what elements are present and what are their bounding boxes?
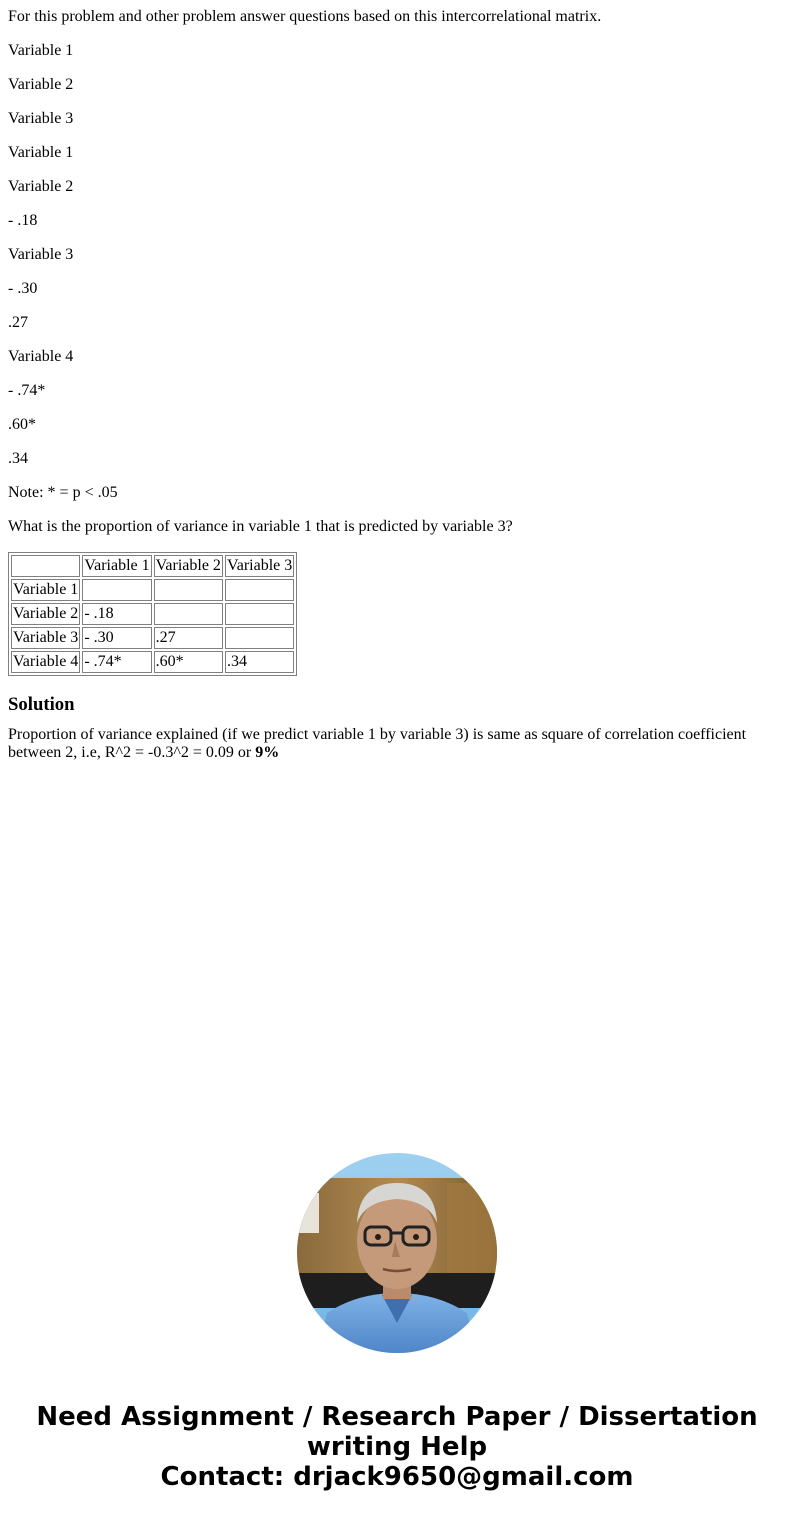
table-row	[11, 603, 294, 625]
tutor-portrait-image	[297, 1153, 497, 1353]
matrix-line-4: Variable 1	[8, 144, 74, 161]
matrix-line-9: .27	[8, 314, 28, 331]
solution-text: Proportion of variance explained (if we predict variable 1 by variable 3) is same as square of correlation coefficient between 2, i.e, R^2 = -0.3^2 = 0.09 or	[8, 726, 747, 761]
table-header-cell	[11, 555, 80, 577]
solution-heading: Solution	[8, 694, 75, 715]
footer-line-1: Need Assignment / Research Paper / Dissertation	[36, 1402, 758, 1432]
solution-paragraph	[8, 726, 786, 762]
table-row-label: Variable 2	[11, 603, 80, 625]
matrix-line-11: - .74*	[8, 382, 46, 399]
table-header-cell: Variable 1	[82, 555, 151, 577]
matrix-line-5: Variable 2	[8, 178, 74, 195]
matrix-line-10: Variable 4	[8, 348, 74, 365]
intro-text: For this problem and other problem answer questions based on this intercorrelational matrix.	[8, 8, 602, 25]
table-cell	[225, 603, 294, 625]
table-row-label: Variable 1	[11, 579, 80, 601]
matrix-line-2: Variable 2	[8, 76, 74, 93]
matrix-line-3: Variable 3	[8, 110, 74, 127]
footer-line-3: Contact: drjack9650@gmail.com	[160, 1462, 634, 1492]
table-cell: .27	[154, 627, 223, 649]
tutor-avatar	[297, 1153, 497, 1353]
table-row-label: Variable 3	[11, 627, 80, 649]
table-row	[11, 579, 294, 601]
correlation-matrix-table	[8, 552, 297, 676]
matrix-line-1: Variable 1	[8, 42, 74, 59]
table-header-row	[11, 555, 294, 577]
matrix-line-12: .60*	[8, 416, 36, 433]
matrix-line-8: - .30	[8, 280, 38, 297]
table-row	[11, 651, 294, 673]
question-text: What is the proportion of variance in variable 1 that is predicted by variable 3?	[8, 518, 513, 535]
matrix-line-13: .34	[8, 450, 28, 467]
table-row	[11, 627, 294, 649]
table-header-cell: Variable 3	[225, 555, 294, 577]
table-cell	[154, 603, 223, 625]
table-header-cell: Variable 2	[154, 555, 223, 577]
table-cell: .34	[225, 651, 294, 673]
table-cell: - .18	[82, 603, 151, 625]
significance-note: Note: * = p < .05	[8, 484, 118, 501]
solution-answer: 9%	[255, 744, 280, 761]
table-cell	[225, 627, 294, 649]
contact-footer	[0, 1402, 794, 1492]
table-cell: - .30	[82, 627, 151, 649]
table-row-label: Variable 4	[11, 651, 80, 673]
table-cell	[154, 579, 223, 601]
matrix-line-6: - .18	[8, 212, 38, 229]
table-cell	[225, 579, 294, 601]
matrix-line-7: Variable 3	[8, 246, 74, 263]
table-cell: .60*	[154, 651, 223, 673]
table-cell	[82, 579, 151, 601]
table-cell: - .74*	[82, 651, 151, 673]
footer-line-2: writing Help	[306, 1432, 488, 1462]
